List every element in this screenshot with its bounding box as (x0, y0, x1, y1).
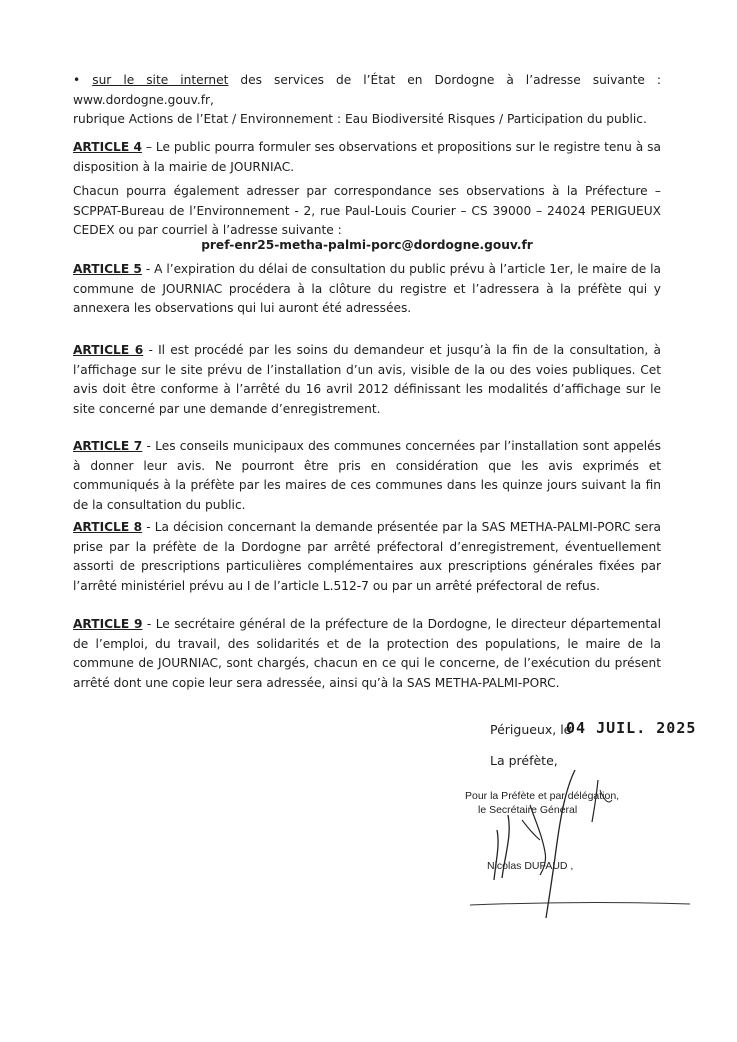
date-stamp: 04 JUIL. 2025 (566, 719, 697, 737)
article-5-label: ARTICLE 5 (73, 262, 142, 276)
article-5-text: - A l’expiration du délai de consultation du public prévu à l’article 1er, le maire de la commune de JOURNIAC procédera à la clôture du registre et l’adressera à la préfète qui y annexera les observations qui lui auront été adressées. (73, 262, 661, 315)
intro-text-2: rubrique Actions de l’Etat / Environnement : Eau Biodiversité Risques / Participation du public. (73, 112, 647, 126)
article-6-text: - Il est procédé par les soins du demandeur et jusqu’à la fin de la consultation, à l’affichage sur le site prévu de l’installation d’un avis, visible de la ou des voies publiques. Cet avis doit être conforme à l’arrêté du 16 avril 2012 définissant les modalités d’affichage sur le site concerné par une demande d’enregistrement. (73, 343, 661, 416)
article-7-text: - Les conseils municipaux des communes concernées par l’installation sont appelés à donner leur avis. Ne pourront être pris en considération que les avis exprimés et communiqués à la préfète par les maires de ces communes dans les quinze jours suivant la fin de la consultation du public. (73, 439, 661, 512)
article-4 (73, 138, 661, 177)
article-4-text: – Le public pourra formuler ses observations et propositions sur le registre tenu à sa disposition à la mairie de JOURNIAC. (73, 140, 661, 174)
article-6 (73, 341, 661, 419)
article-7 (73, 437, 661, 515)
article-7-label: ARTICLE 7 (73, 439, 143, 453)
signature-delegation: Pour la Préfète et par délégation, (465, 790, 620, 802)
signature-place: Périgueux, le (490, 722, 572, 737)
signature-name: Nicolas DUFAUD , (487, 860, 574, 872)
article-4-para2: Chacun pourra également adresser par correspondance ses observations à la Préfecture – SCPPAT-Bureau de l’Environnement - 2, rue Paul-Louis Courier – CS 39000 – 24024 PERIGUEUX CEDEX ou par courriel à l’adresse suivante : (73, 184, 661, 237)
article-6-label: ARTICLE 6 (73, 343, 144, 357)
article-9-label: ARTICLE 9 (73, 617, 143, 631)
article-4-contact (73, 182, 661, 241)
article-9 (73, 615, 661, 693)
article-9-text: - Le secrétaire général de la préfecture de la Dordogne, le directeur départemental de l’emploi, du travail, des solidarités et de la protection des populations, le maire de la commune de JOURNIAC, sont chargés, chacun en ce qui le concerne, de l’exécution du présent arrêté dont une copie leur sera adressée, ainsi qu’à la SAS METHA-PALMI-PORC. (73, 617, 661, 690)
signature-title: le Secrétaire Général (478, 804, 578, 816)
website-link[interactable]: sur le site internet (92, 73, 229, 87)
intro-text: des services de l’État en Dordogne à l’adresse suivante : www.dordogne.gouv.fr, (73, 73, 661, 107)
signature-role: La préfète, (490, 753, 558, 768)
article-8-text: - La décision concernant la demande présentée par la SAS METHA-PALMI-PORC sera prise par la préfète de la Dordogne par arrêté préfectoral d’enregistrement, éventuellement assorti de prescriptions particulières complémentaires aux prescriptions générales fixées par l’arrêté ministériel prévu au I de l’article L.512-7 ou par un arrêté préfectoral de refus. (73, 520, 661, 593)
article-5 (73, 260, 661, 319)
bullet: • (73, 73, 81, 87)
email-address[interactable]: pref-enr25-metha-palmi-porc@dordogne.gouv.fr (201, 238, 533, 252)
intro-paragraph (73, 71, 661, 130)
article-4-label: ARTICLE 4 (73, 140, 142, 154)
email-line (73, 236, 661, 256)
article-8-label: ARTICLE 8 (73, 520, 143, 534)
article-8 (73, 518, 661, 596)
